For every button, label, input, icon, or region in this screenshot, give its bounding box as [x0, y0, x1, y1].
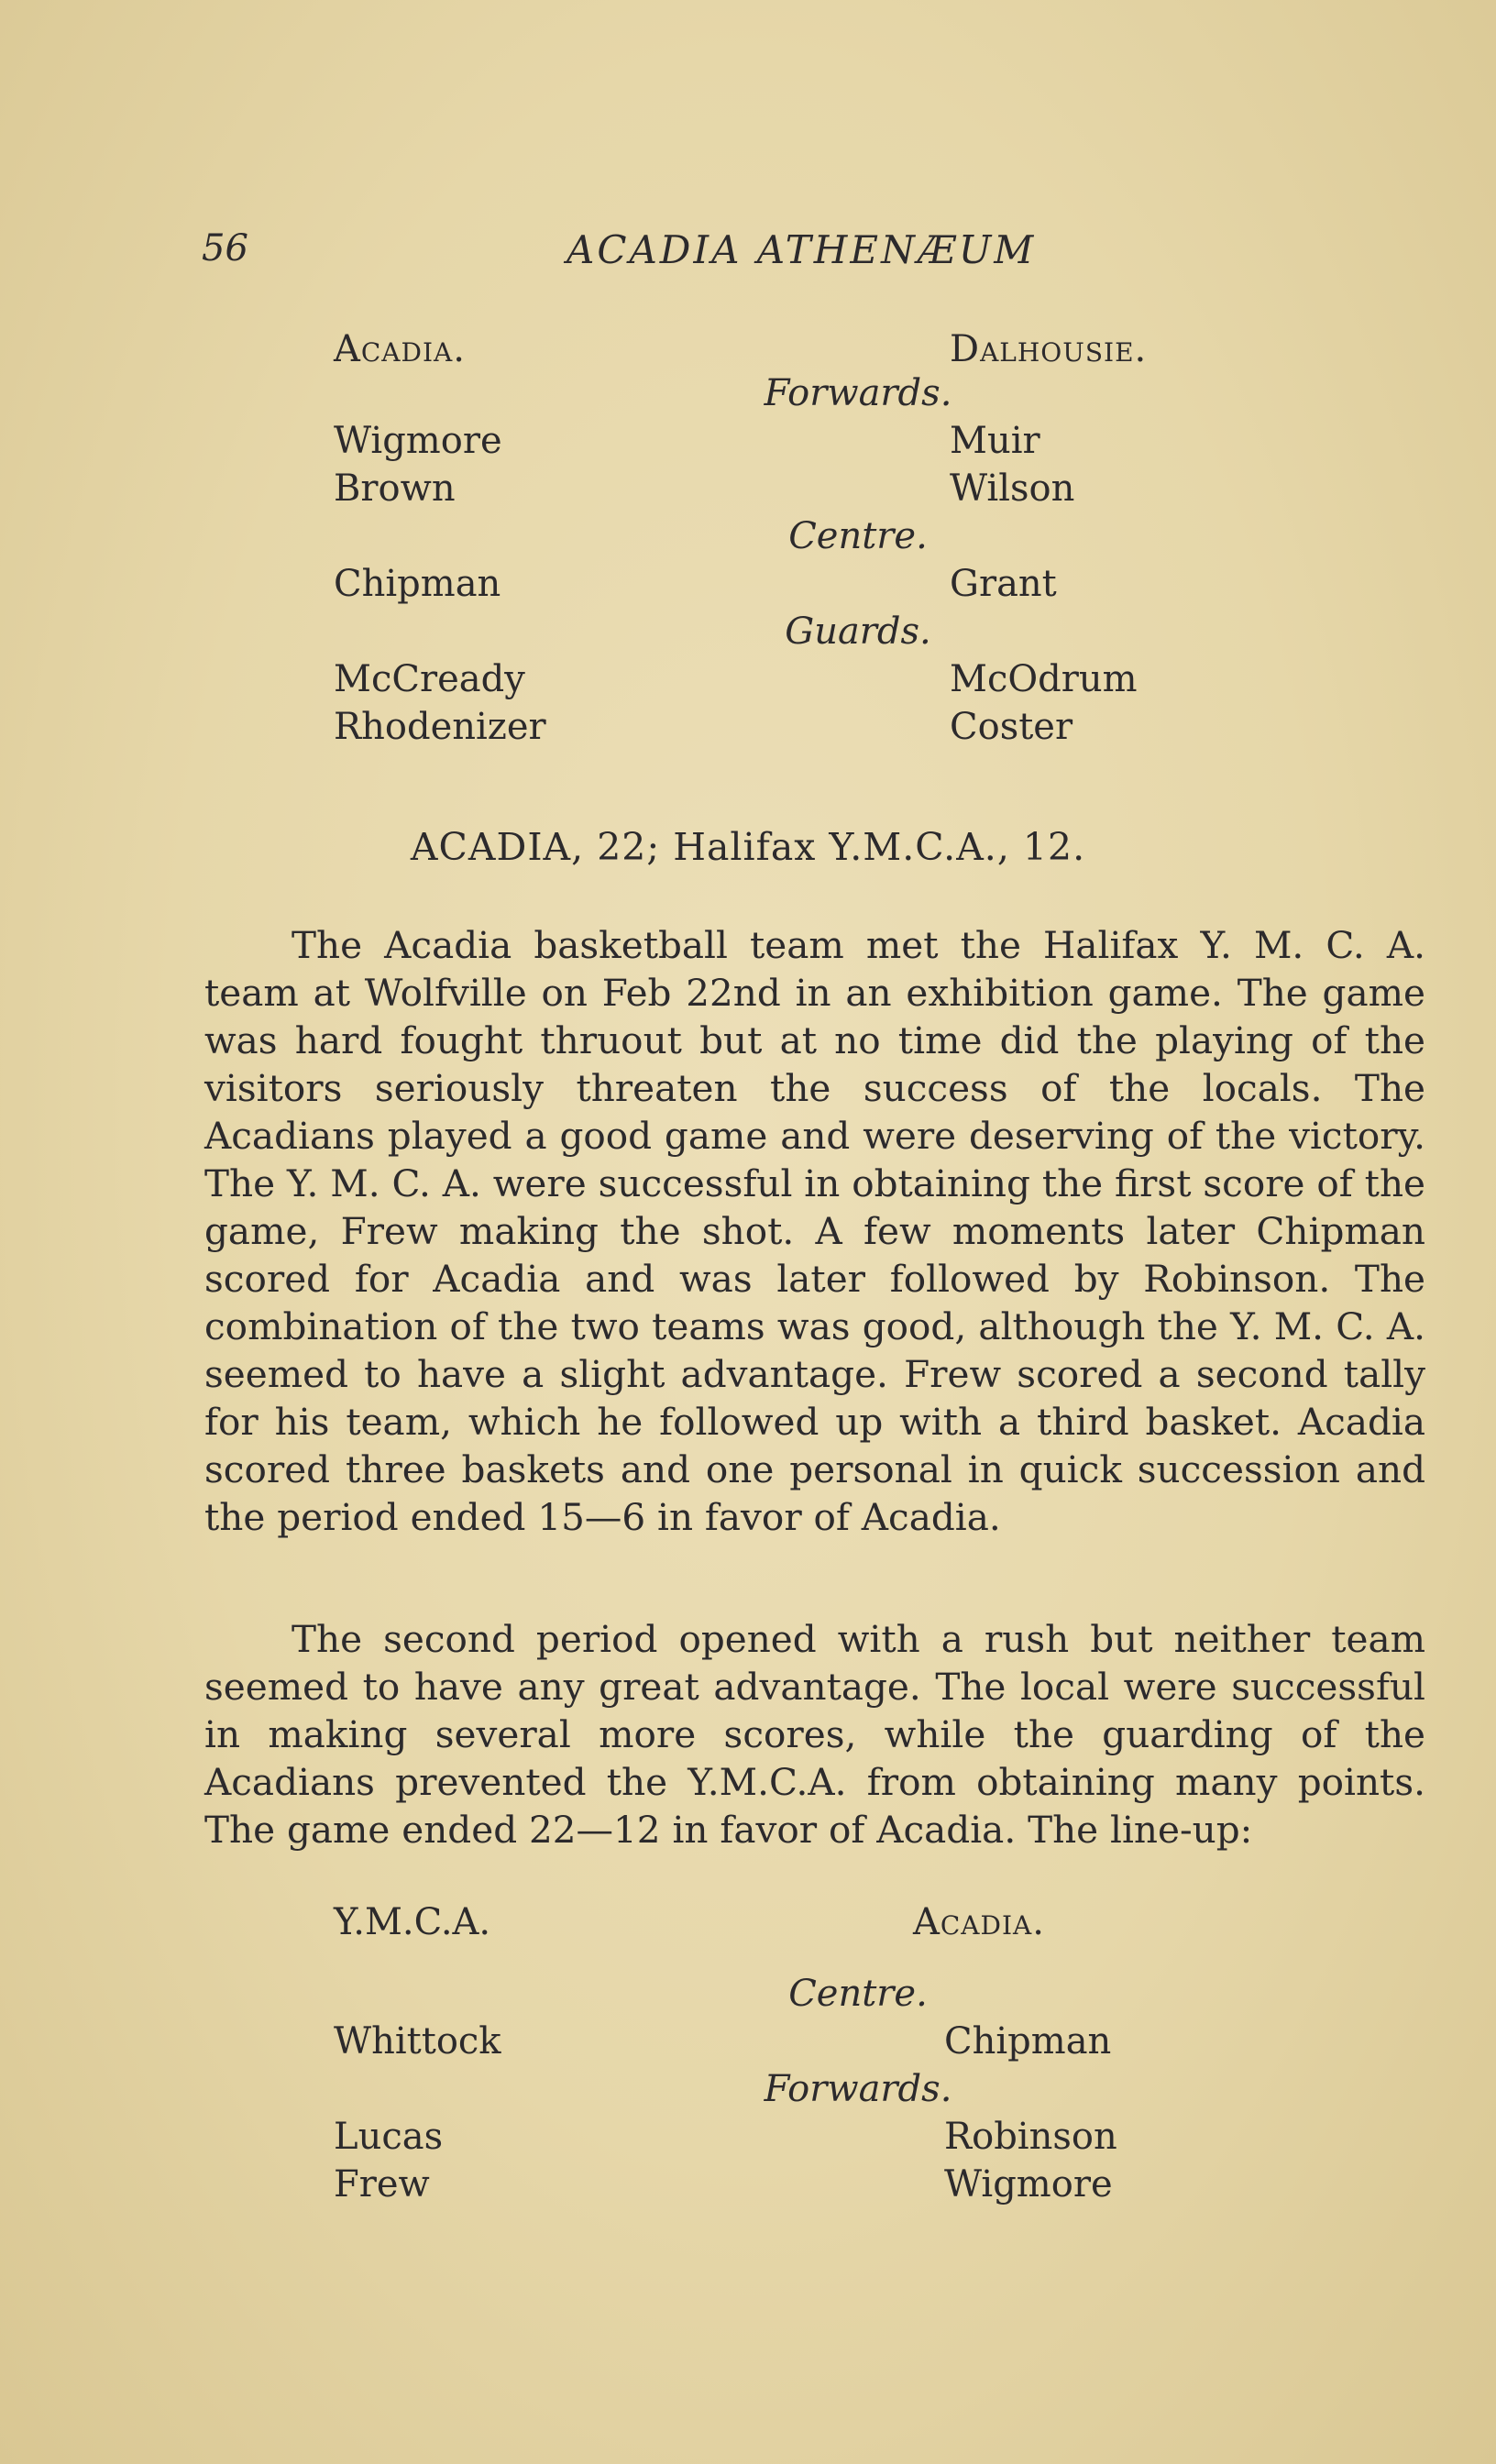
player-name: Rhodenizer	[334, 706, 546, 748]
lineup-header-row	[0, 328, 1496, 376]
player-name: McCready	[334, 658, 525, 700]
position-heading	[0, 610, 1496, 658]
player-name: Lucas	[334, 2116, 444, 2158]
position-heading	[0, 2068, 1496, 2116]
lineup-row	[0, 2163, 1496, 2211]
player-name: Grant	[950, 563, 1057, 605]
position-forwards: Forwards.	[764, 372, 952, 414]
page-number: 56	[202, 227, 248, 270]
position-heading	[0, 515, 1496, 563]
player-name: Brown	[334, 468, 456, 510]
position-forwards: Forwards.	[764, 2068, 952, 2110]
position-guards: Guards.	[785, 610, 931, 653]
team-right-label: Dalhousie.	[950, 328, 1148, 370]
page-header	[0, 227, 1496, 282]
team-right-label: Acadia.	[913, 1901, 1045, 1943]
result-heading: ACADIA, 22; Halifax Y.M.C.A., 12.	[410, 825, 1086, 869]
player-name: Coster	[950, 706, 1073, 748]
position-heading	[0, 372, 1496, 420]
team-left-label: Acadia.	[334, 328, 466, 370]
player-name: Wilson	[950, 468, 1075, 510]
player-name: Chipman	[944, 2020, 1112, 2062]
team-left-label: Y.M.C.A.	[334, 1901, 491, 1943]
lineup-row	[0, 706, 1496, 754]
paragraph: The Acadia basketball team met the Halifax Y. M. C. A. team at Wolfville on Feb 22nd in an exhibition game. The game was hard fought thruout but at no time did the playing of the visitors seriously threaten the success of the locals. The Acadians played a good game and were deserving of the victory. The Y. M. C. A. were successful in obtaining the first score of the game, Frew making the shot. A few moments later Chipman scored for Acadia and was later followed by Robinson. The combination of the two teams was good, although the Y. M. C. A. seemed to have a slight advantage. Frew scored a second tally for his team, which he followed up with a third basket. Acadia scored three baskets and one personal in quick succession and the period ended 15—6 in favor of Acadia.	[204, 923, 1425, 1539]
position-heading	[0, 1973, 1496, 2020]
player-name: Frew	[334, 2163, 430, 2206]
player-name: Wigmore	[944, 2163, 1113, 2206]
position-centre: Centre.	[788, 1973, 928, 2015]
player-name: Wigmore	[334, 420, 502, 462]
player-name: Muir	[950, 420, 1040, 462]
lineup-header-row	[0, 1901, 1496, 1949]
lineup-row	[0, 563, 1496, 610]
player-name: Robinson	[944, 2116, 1117, 2158]
player-name: Chipman	[334, 563, 501, 605]
lineup-row	[0, 2020, 1496, 2068]
lineup-row	[0, 420, 1496, 468]
lineup-row	[0, 658, 1496, 706]
running-title: ACADIA ATHENÆUM	[566, 227, 1037, 272]
player-name: Whittock	[334, 2020, 501, 2062]
paragraph: The second period opened with a rush but neither team seemed to have any great advantage. The local were successful in making several more scores, while the guarding of the Acadians prevented the Y.M.C.A. from obtaining many points. The game ended 22—12 in favor of Acadia. The line-up:	[204, 1617, 1425, 1852]
player-name: McOdrum	[950, 658, 1138, 700]
lineup-row	[0, 2116, 1496, 2163]
position-centre: Centre.	[788, 515, 928, 557]
lineup-row	[0, 468, 1496, 515]
